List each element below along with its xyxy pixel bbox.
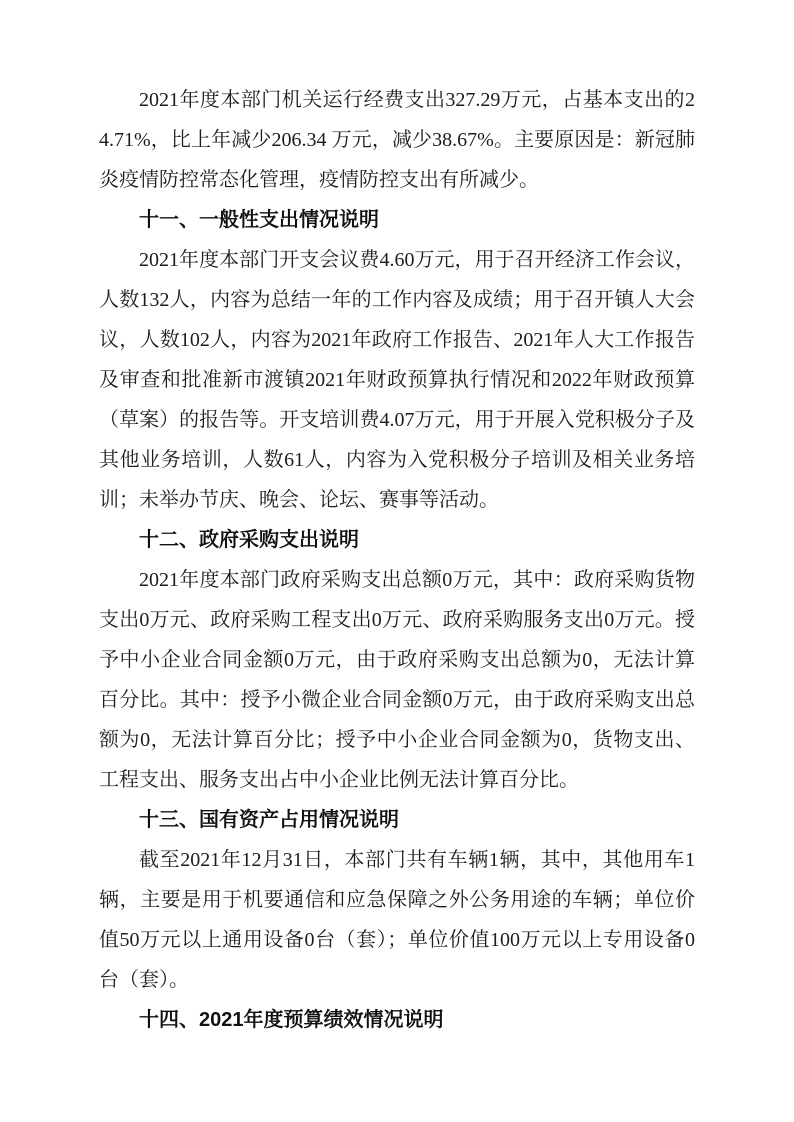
paragraph-operating-expenses: 2021年度本部门机关运行经费支出327.29万元，占基本支出的24.71%，比上年减少206.34 万元，减少38.67%。主要原因是：新冠肺炎疫情防控常态化管理，疫情防控支出有所减少。	[99, 89, 695, 191]
paragraph-general-expenditure-detail: 2021年度本部门开支会议费4.60万元，用于召开经济工作会议，人数132人，内容为总结一年的工作内容及成绩；用于召开镇人大会议，人数102人，内容为2021年政府工作报告、2021年人大工作报告及审查和批准新市渡镇2021年财政预算执行情况和2022年财政预算（草案）的报告等。开支培训费4.07万元，用于开展入党积极分子及其他业务培训，人数61人，内容为入党积极分子培训及相关业务培训；未举办节庆、晚会、论坛、赛事等活动。	[99, 249, 695, 511]
document-body	[99, 80, 695, 1040]
paragraph-government-procurement-detail: 2021年度本部门政府采购支出总额0万元，其中：政府采购货物支出0万元、政府采购工程支出0万元、政府采购服务支出0万元。授予中小企业合同金额0万元，由于政府采购支出总额为0，无法计算百分比。其中：授予小微企业合同金额0万元，由于政府采购支出总额为0，无法计算百分比；授予中小企业合同金额为0，货物支出、工程支出、服务支出占中小企业比例无法计算百分比。	[99, 569, 695, 791]
paragraph-state-assets-detail: 截至2021年12月31日，本部门共有车辆1辆，其中，其他用车1辆，主要是用于机要通信和应急保障之外公务用途的车辆；单位价值50万元以上通用设备0台（套）；单位价值100万元以上专用设备0台（套）。	[99, 849, 695, 991]
heading-section-14-budget-performance: 十四、2021年度预算绩效情况说明	[139, 1009, 444, 1031]
heading-section-13-state-assets: 十三、国有资产占用情况说明	[139, 809, 399, 831]
heading-section-12-government-procurement: 十二、政府采购支出说明	[139, 529, 359, 551]
heading-section-11-general-expenditure: 十一、一般性支出情况说明	[139, 209, 379, 231]
